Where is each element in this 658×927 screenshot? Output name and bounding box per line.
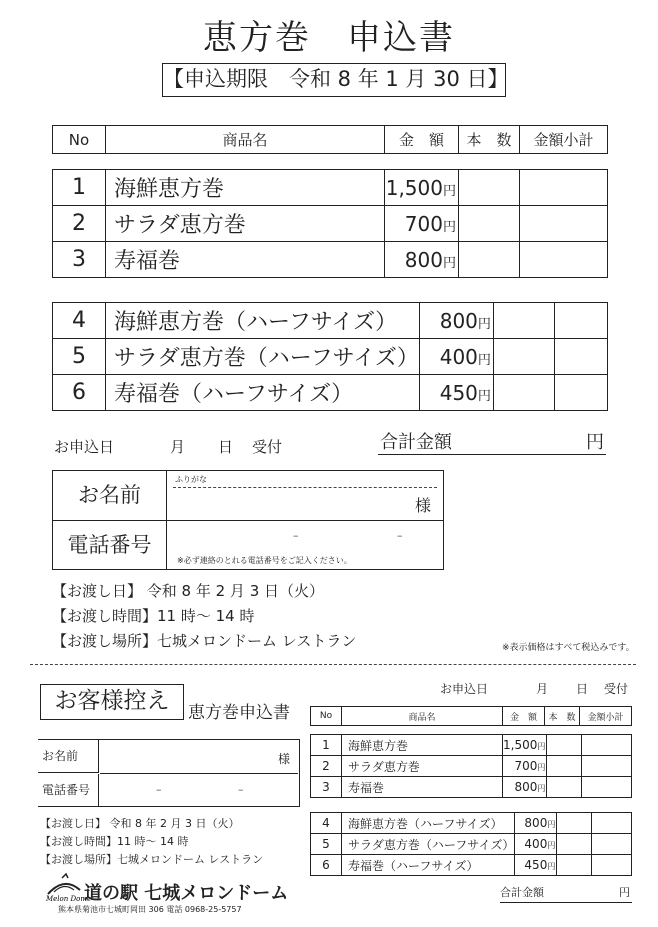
total-label: 合計金額: [380, 432, 452, 453]
qty-cell[interactable]: [459, 242, 520, 278]
price: 800: [439, 308, 478, 333]
table-row: 6 寿福巻（ハーフサイズ） 450円: [53, 375, 608, 411]
copy-total-unit: 円: [619, 886, 630, 899]
qty-cell[interactable]: [459, 170, 520, 206]
copy-phone-dash-1: –: [156, 783, 162, 796]
order-table-header: [52, 125, 608, 154]
phone-dash-2: –: [397, 529, 403, 542]
header-subtotal: 金額小計: [520, 126, 608, 154]
copy-table-group-2: [310, 812, 632, 876]
copy-apply-label: お申込日: [440, 682, 489, 696]
table-row: 6 寿福巻（ハーフサイズ） 450円: [311, 855, 632, 876]
delivery-time: 【お渡し時間】11 時～ 14 時: [52, 607, 255, 625]
subtotal-cell[interactable]: [520, 206, 608, 242]
copy-table-group-1: [310, 734, 632, 798]
product-name: サラダ恵方巻（ハーフサイズ）: [106, 339, 420, 375]
qty-cell[interactable]: [547, 777, 582, 798]
product-name: 寿福巻（ハーフサイズ）: [106, 375, 420, 411]
table-row: 3 寿福巻 800円: [311, 777, 632, 798]
copy-phone-dash-2: –: [238, 783, 244, 796]
price: 450: [439, 380, 478, 405]
apply-date-label: お申込日: [54, 438, 115, 456]
subtotal-cell[interactable]: [554, 339, 607, 375]
name-label: お名前: [53, 471, 167, 521]
table-row: 4 海鮮恵方巻（ハーフサイズ） 800円: [311, 813, 632, 834]
price: 700: [404, 211, 443, 236]
copy-total-label: 合計金額: [500, 886, 544, 899]
qty-cell[interactable]: [459, 206, 520, 242]
table-row: 2 サラダ恵方巻 700円: [311, 756, 632, 777]
phone-note: ※必ず連絡のとれる電話番号をご記入ください。: [177, 556, 352, 565]
subtotal-cell[interactable]: [592, 834, 632, 855]
product-name: 海鮮恵方巻: [106, 170, 385, 206]
copy-name-label: お名前: [38, 740, 99, 773]
delivery-place: 【お渡し場所】七城メロンドーム レストラン: [52, 632, 357, 650]
copy-table-header: No 商品名 金 額 本 数 金額小計: [310, 706, 632, 726]
copy-total-field[interactable]: [500, 884, 632, 903]
header-price: 金 額: [385, 126, 459, 154]
price: 400: [439, 344, 478, 369]
phone-dash-1: –: [293, 529, 299, 542]
cut-line: [30, 664, 636, 665]
copy-name-input[interactable]: [100, 740, 298, 774]
phone-label: 電話番号: [53, 521, 167, 569]
copy-phone-label: 電話番号: [38, 774, 99, 806]
logo-script: Melon Dome: [46, 895, 92, 903]
header-product: 商品名: [106, 126, 385, 154]
qty-cell[interactable]: [493, 303, 554, 339]
copy-apply-month: 月: [536, 682, 549, 696]
copy-subtitle: 恵方巻申込書: [188, 703, 290, 723]
price: 800: [404, 247, 443, 272]
table-row: 2 サラダ恵方巻 700円: [53, 206, 608, 242]
table-row: 3 寿福巻 800円: [53, 242, 608, 278]
qty-cell[interactable]: [557, 834, 592, 855]
table-row: 1 海鮮恵方巻 1,500円: [53, 170, 608, 206]
copy-phone-input[interactable]: [100, 774, 298, 806]
order-table-group-1: [52, 169, 608, 278]
phone-input[interactable]: [167, 521, 443, 569]
header-qty: 本 数: [459, 126, 520, 154]
copy-badge: お客様控え: [40, 684, 184, 720]
qty-cell[interactable]: [493, 339, 554, 375]
name-input[interactable]: [167, 471, 443, 521]
sama-label: 様: [414, 496, 431, 515]
qty-cell[interactable]: [557, 855, 592, 876]
price: 1,500: [385, 175, 443, 200]
furigana-label: ふりがな: [175, 475, 207, 484]
copy-apply-day: 日: [576, 682, 589, 696]
table-row: 5 サラダ恵方巻（ハーフサイズ） 400円: [311, 834, 632, 855]
subtotal-cell[interactable]: [582, 735, 632, 756]
product-name: サラダ恵方巻: [106, 206, 385, 242]
subtotal-cell[interactable]: [554, 303, 607, 339]
subtotal-cell[interactable]: [554, 375, 607, 411]
subtotal-cell[interactable]: [592, 813, 632, 834]
apply-receipt: 受付: [252, 438, 283, 456]
product-name: 寿福巻: [106, 242, 385, 278]
apply-month: 月: [170, 438, 186, 456]
subtotal-cell[interactable]: [592, 855, 632, 876]
brand-name: 道の駅 七城メロンドーム: [84, 883, 289, 904]
qty-cell[interactable]: [547, 735, 582, 756]
furigana-divider: [173, 487, 437, 488]
subtotal-cell[interactable]: [520, 170, 608, 206]
subtotal-cell[interactable]: [582, 756, 632, 777]
customer-form: [52, 470, 444, 570]
product-name: 海鮮恵方巻（ハーフサイズ）: [106, 303, 420, 339]
table-row: 4 海鮮恵方巻（ハーフサイズ） 800円: [53, 303, 608, 339]
melon-dome-logo-icon: [44, 872, 92, 904]
delivery-date: 【お渡し日】 令和 8 年 2 月 3 日（火）: [52, 582, 325, 600]
qty-cell[interactable]: [547, 756, 582, 777]
copy-delivery-time: 【お渡し時間】11 時～ 14 時: [40, 835, 189, 848]
total-unit: 円: [586, 432, 604, 453]
table-row: 5 サラダ恵方巻（ハーフサイズ） 400円: [53, 339, 608, 375]
order-table-group-2: [52, 302, 608, 411]
deadline-box: 【申込期限 令和 8 年 1 月 30 日】: [162, 63, 506, 97]
copy-form: [38, 739, 300, 807]
apply-day: 日: [218, 438, 234, 456]
table-row: 1 海鮮恵方巻 1,500円: [311, 735, 632, 756]
tax-note: ※表示価格はすべて税込みです。: [502, 643, 635, 653]
copy-delivery-date: 【お渡し日】 令和 8 年 2 月 3 日（火）: [40, 817, 240, 830]
subtotal-cell[interactable]: [520, 242, 608, 278]
qty-cell[interactable]: [557, 813, 592, 834]
copy-sama: 様: [277, 752, 290, 766]
footer-address: 熊本県菊池市七城町岡田 306 電話 0968-25-5757: [58, 905, 242, 914]
subtotal-cell[interactable]: [582, 777, 632, 798]
page-title: 恵方巻 申込書: [203, 18, 455, 58]
header-no: No: [53, 126, 106, 154]
copy-delivery-place: 【お渡し場所】七城メロンドーム レストラン: [40, 853, 264, 866]
copy-apply-receipt: 受付: [604, 682, 629, 696]
total-field[interactable]: [378, 428, 606, 455]
qty-cell[interactable]: [493, 375, 554, 411]
